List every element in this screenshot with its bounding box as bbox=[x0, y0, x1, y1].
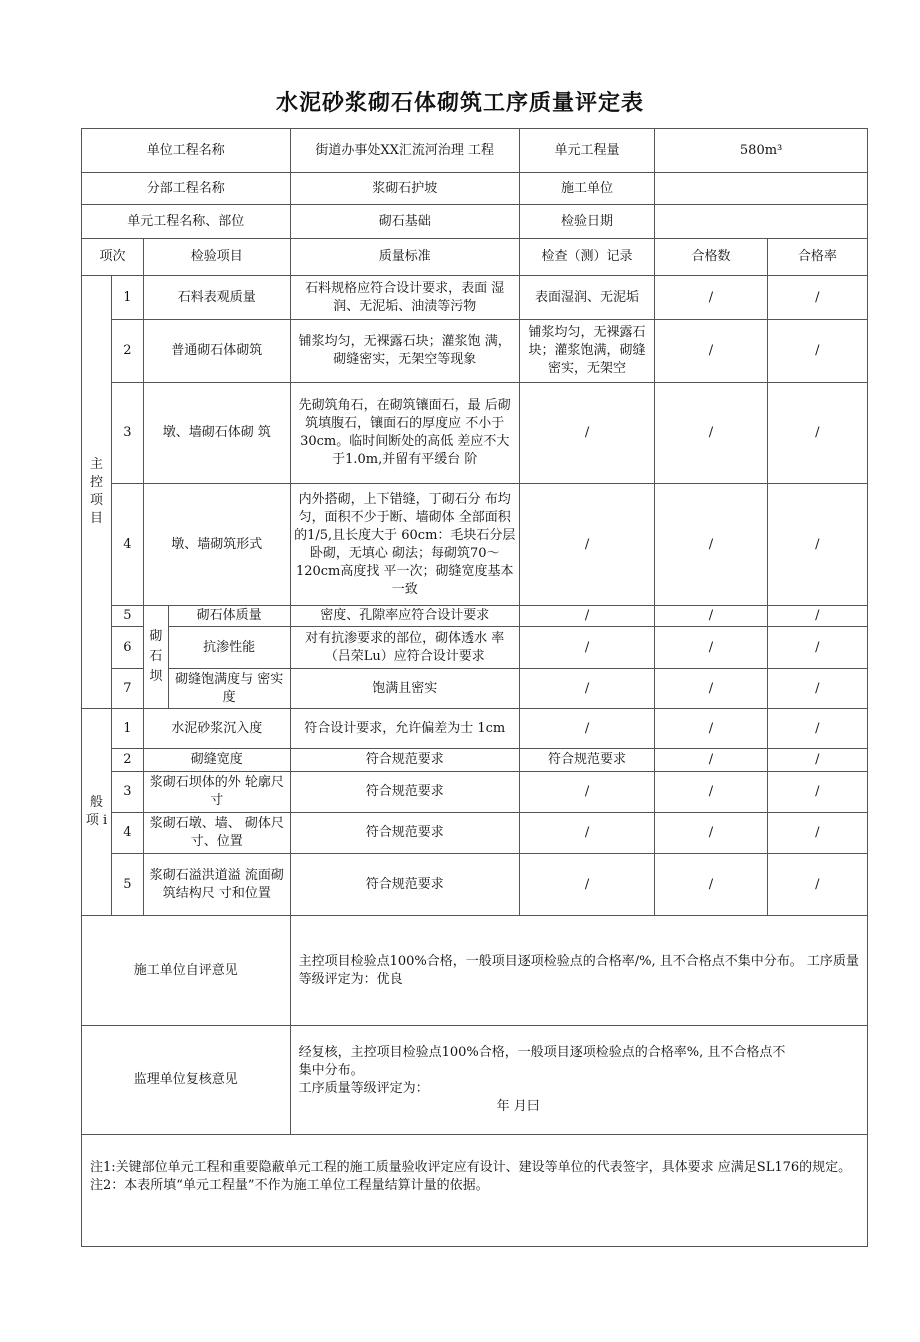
col-item-no: 项次 bbox=[82, 239, 144, 276]
table-row bbox=[82, 813, 868, 854]
table-row bbox=[82, 854, 868, 916]
quality-standard: 对有抗渗要求的部位，砌体透水 率（吕荣Lu）应符合设计要求 bbox=[290, 627, 519, 669]
pass-rate: / bbox=[767, 669, 867, 709]
quality-standard: 符合规范要求 bbox=[290, 854, 519, 916]
pass-count: / bbox=[655, 749, 768, 772]
pass-count: / bbox=[655, 709, 768, 749]
col-pass-count: 合格数 bbox=[655, 239, 768, 276]
check-record: / bbox=[519, 484, 654, 606]
supervision-date: 年 月曰 bbox=[496, 1099, 540, 1114]
check-item: 浆砌石墩、墙、 砌体尺寸、位置 bbox=[143, 813, 290, 854]
check-item: 普通砌石体砌筑 bbox=[143, 320, 290, 383]
check-record: 符合规范要求 bbox=[519, 749, 654, 772]
pass-count: / bbox=[655, 276, 768, 320]
row-no: 3 bbox=[111, 383, 143, 484]
pass-count: / bbox=[655, 627, 768, 669]
pass-count: / bbox=[655, 813, 768, 854]
note-1: 注1:关键部位单元工程和重要隐蔽单元工程的施工质量验收评定应有设计、建设等单位的代表签字，具体要求 应满足SL176的规定。 bbox=[90, 1160, 852, 1175]
col-pass-rate: 合格率 bbox=[767, 239, 867, 276]
quality-standard: 符合规范要求 bbox=[290, 749, 519, 772]
table-row bbox=[82, 669, 868, 709]
table-row bbox=[82, 606, 868, 627]
date-value bbox=[655, 205, 868, 239]
check-record: / bbox=[519, 606, 654, 627]
unit-quantity-value: 580m³ bbox=[655, 129, 868, 173]
row-no: 6 bbox=[111, 627, 143, 669]
contractor-value bbox=[655, 173, 868, 205]
sub-project-value: 浆砌石护坡 bbox=[290, 173, 519, 205]
table-row bbox=[82, 749, 868, 772]
quality-standard: 铺浆均匀，无裸露石块；灌浆饱 满，砌缝密实，无架空等现象 bbox=[290, 320, 519, 383]
element-value: 砌石基础 bbox=[290, 205, 519, 239]
header-row-sub-project bbox=[82, 173, 868, 205]
supervision-row bbox=[82, 1026, 868, 1135]
quality-standard: 符合规范要求 bbox=[290, 772, 519, 813]
pass-count: / bbox=[655, 772, 768, 813]
self-evaluation-label: 施工单位自评意见 bbox=[82, 916, 291, 1026]
contractor-label: 施工单位 bbox=[519, 173, 654, 205]
check-item: 墩、墙砌石体砌 筑 bbox=[143, 383, 290, 484]
column-header-row bbox=[82, 239, 868, 276]
row-no: 4 bbox=[111, 813, 143, 854]
date-label: 检验日期 bbox=[519, 205, 654, 239]
table-row bbox=[82, 320, 868, 383]
row-no: 7 bbox=[111, 669, 143, 709]
check-item: 水泥砂浆沉入度 bbox=[143, 709, 290, 749]
sub-project-label: 分部工程名称 bbox=[82, 173, 291, 205]
supervision-opinion bbox=[290, 1026, 867, 1135]
unit-project-value: 街道办事处XX汇流河治理 工程 bbox=[290, 129, 519, 173]
row-no: 2 bbox=[111, 749, 143, 772]
check-record: / bbox=[519, 772, 654, 813]
check-item: 墩、墙砌筑形式 bbox=[143, 484, 290, 606]
quality-standard: 石料规格应符合设计要求，表面 湿润、无泥垢、油渍等污物 bbox=[290, 276, 519, 320]
general-item-label: 般 项 i bbox=[82, 709, 112, 916]
page-title: 水泥砂浆砌石体砌筑工序质量评定表 bbox=[275, 91, 644, 116]
table-row bbox=[82, 772, 868, 813]
main-control-label: 主控项目 bbox=[82, 276, 112, 709]
check-record: / bbox=[519, 669, 654, 709]
row-no: 4 bbox=[111, 484, 143, 606]
pass-rate: / bbox=[767, 749, 867, 772]
pass-rate: / bbox=[767, 772, 867, 813]
table-row bbox=[82, 484, 868, 606]
check-item: 浆砌石坝体的外 轮廓尺寸 bbox=[143, 772, 290, 813]
col-record: 检查（测）记录 bbox=[519, 239, 654, 276]
header-row-element bbox=[82, 205, 868, 239]
pass-rate: / bbox=[767, 484, 867, 606]
check-record: / bbox=[519, 627, 654, 669]
check-record: 表面湿润、无泥垢 bbox=[519, 276, 654, 320]
self-evaluation-row bbox=[82, 916, 868, 1026]
row-no: 3 bbox=[111, 772, 143, 813]
check-record: / bbox=[519, 813, 654, 854]
element-label: 单元工程名称、部位 bbox=[82, 205, 291, 239]
col-standard: 质量标准 bbox=[290, 239, 519, 276]
pass-rate: / bbox=[767, 276, 867, 320]
row-no: 1 bbox=[111, 276, 143, 320]
quality-evaluation-table bbox=[81, 128, 868, 1247]
row-no: 1 bbox=[111, 709, 143, 749]
row-no: 5 bbox=[111, 606, 143, 627]
pass-count: / bbox=[655, 606, 768, 627]
check-item: 抗渗性能 bbox=[168, 627, 290, 669]
quality-standard: 符合规范要求 bbox=[290, 813, 519, 854]
check-item: 石料表观质量 bbox=[143, 276, 290, 320]
notes-row bbox=[82, 1135, 868, 1247]
check-item: 砌缝饱满度与 密实度 bbox=[168, 669, 290, 709]
notes bbox=[82, 1135, 868, 1247]
pass-rate: / bbox=[767, 320, 867, 383]
table-row bbox=[82, 383, 868, 484]
pass-count: / bbox=[655, 383, 768, 484]
supervision-line1: 经复核，主控项目检验点100%合格，一般项目逐项检验点的合格率%, 且不合格点不 bbox=[298, 1045, 786, 1060]
check-record: 铺浆均匀，无裸露石块；灌浆饱满，砌缝密实，无架空 bbox=[519, 320, 654, 383]
check-record: / bbox=[519, 854, 654, 916]
table-row bbox=[82, 276, 868, 320]
check-item: 砌石体质量 bbox=[168, 606, 290, 627]
pass-count: / bbox=[655, 484, 768, 606]
pass-rate: / bbox=[767, 627, 867, 669]
unit-quantity-label: 单元工程量 bbox=[519, 129, 654, 173]
header-row-unit-project bbox=[82, 129, 868, 173]
supervision-label: 监理单位复核意见 bbox=[82, 1026, 291, 1135]
pass-rate: / bbox=[767, 709, 867, 749]
table-row bbox=[82, 627, 868, 669]
row-no: 5 bbox=[111, 854, 143, 916]
self-evaluation-text: 主控项目检验点100%合格，一般项目逐项检验点的合格率/%, 且不合格点不集中分布。 工序质量等级评定为：优良 bbox=[290, 916, 867, 1026]
pass-rate: / bbox=[767, 383, 867, 484]
supervision-line3: 工序质量等级评定为： bbox=[298, 1081, 429, 1096]
col-check-item: 检验项目 bbox=[143, 239, 290, 276]
note-2: 注2：本表所填“单元工程量”不作为施工单位工程量结算计量的依据。 bbox=[90, 1178, 489, 1193]
check-record: / bbox=[519, 709, 654, 749]
check-item: 砌缝宽度 bbox=[143, 749, 290, 772]
dam-sub-group-label: 砌石坝 bbox=[143, 606, 168, 709]
pass-rate: / bbox=[767, 606, 867, 627]
supervision-line2: 集中分布。 bbox=[298, 1063, 364, 1078]
unit-project-label: 单位工程名称 bbox=[82, 129, 291, 173]
quality-standard: 符合设计要求，允许偏差为士 1cm bbox=[290, 709, 519, 749]
pass-rate: / bbox=[767, 813, 867, 854]
pass-count: / bbox=[655, 320, 768, 383]
quality-standard: 密度、孔隙率应符合设计要求 bbox=[290, 606, 519, 627]
pass-count: / bbox=[655, 854, 768, 916]
quality-standard: 先砌筑角石，在砌筑镶面石，最 后砌筑填腹石，镶面石的厚度应 不小于30cm。临时间断处的高低 差应不大于1.0m,并留有平缓台 阶 bbox=[290, 383, 519, 484]
check-item: 浆砌石溢洪道溢 流面砌筑结构尺 寸和位置 bbox=[143, 854, 290, 916]
quality-standard: 内外搭砌，上下错缝，丁砌石分 布均匀，面积不少于断、墙砌体 全部面积的1/5,且长度大于 60cm：毛块石分层卧砌，无填心 砌法；每砌筑70～120cm高度找 平一次；砌缝宽度基本一致 bbox=[290, 484, 519, 606]
row-no: 2 bbox=[111, 320, 143, 383]
check-record: / bbox=[519, 383, 654, 484]
pass-count: / bbox=[655, 669, 768, 709]
pass-rate: / bbox=[767, 854, 867, 916]
quality-standard: 饱满且密实 bbox=[290, 669, 519, 709]
table-row bbox=[82, 709, 868, 749]
